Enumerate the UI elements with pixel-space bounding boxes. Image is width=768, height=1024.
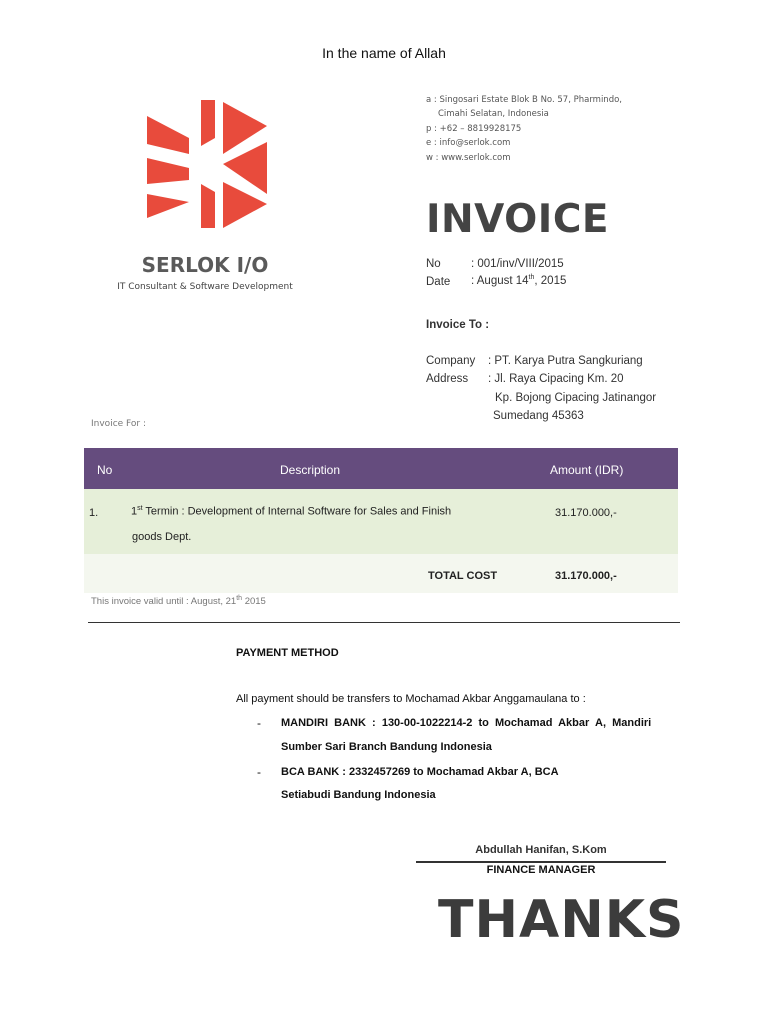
bank1-line2: Sumber Sari Branch Bandung Indonesia: [281, 741, 492, 753]
row-description-num: 1: [131, 505, 138, 518]
logo-shape-top-left: [147, 116, 189, 154]
table-total-row: [84, 554, 678, 593]
page-heading: In the name of Allah: [322, 45, 446, 61]
thanks-text: THANKS: [438, 890, 685, 950]
invoice-date-suffix: , 2015: [534, 274, 567, 287]
column-header-no: No: [97, 463, 113, 477]
contact-email[interactable]: e : info@serlok.com: [426, 138, 511, 148]
signature-line: [416, 861, 666, 863]
bank1-line1: MANDIRI BANK : 130-00-1022214-2 to Mochamad Akbar A, Mandiri: [281, 717, 652, 729]
bank2-line2: Setiabudi Bandung Indonesia: [281, 789, 436, 801]
bill-to-company-value: : PT. Karya Putra Sangkuriang: [488, 355, 643, 367]
invoice-to-heading: Invoice To :: [426, 319, 490, 331]
bill-to-address-line2: Kp. Bojong Cipacing Jatinangor: [495, 392, 657, 404]
row-no: 1.: [89, 507, 99, 519]
logo-shape-bottom-left: [147, 194, 189, 218]
table-header: [84, 448, 678, 489]
bank1-bullet: -: [257, 716, 261, 730]
total-label: TOTAL COST: [428, 570, 498, 582]
bank2-line1: BCA BANK : 2332457269 to Mochamad Akbar A, BCA: [281, 766, 559, 778]
payment-method-heading: PAYMENT METHOD: [236, 647, 339, 659]
validity-sup: th: [236, 595, 243, 602]
contact-website[interactable]: w : www.serlok.com: [426, 153, 511, 163]
logo-shape-mid-left: [147, 158, 189, 184]
row-amount: 31.170.000,-: [555, 507, 617, 519]
payment-intro: All payment should be transfers to Mochamad Akbar Anggamaulana to :: [236, 693, 586, 705]
invoice-date-sup: th: [528, 274, 535, 281]
column-header-description: Description: [280, 463, 341, 477]
validity-suffix: 2015: [242, 596, 266, 608]
signer-title: FINANCE MANAGER: [486, 864, 596, 876]
bill-to-company-label: Company: [426, 355, 476, 367]
bill-to-address-line3: Sumedang 45363: [493, 410, 584, 422]
invoice-date-value: [471, 274, 566, 287]
contact-address-line2: Cimahi Selatan, Indonesia: [438, 109, 549, 119]
invoice-date-prefix: : August 14: [471, 274, 529, 287]
invoice-title: INVOICE: [426, 197, 610, 242]
row-description-line1: [131, 505, 451, 518]
row-description-sup: st: [137, 505, 143, 512]
bank2-bullet: -: [257, 765, 261, 779]
invoice-for-label: Invoice For :: [91, 419, 146, 429]
company-name: SERLOK I/O: [141, 253, 269, 277]
company-tagline: IT Consultant & Software Development: [117, 282, 293, 292]
column-header-amount: Amount (IDR): [550, 463, 624, 477]
contact-address-line1: a : Singosari Estate Blok B No. 57, Pharmindo,: [426, 95, 622, 105]
total-amount: 31.170.000,-: [555, 570, 617, 582]
bill-to-address-label: Address: [426, 373, 469, 385]
section-divider: [88, 622, 680, 623]
invoice-date-label: Date: [426, 276, 451, 288]
signer-name: Abdullah Hanifan, S.Kom: [475, 844, 607, 856]
logo-shape-bottom-center: [201, 184, 215, 228]
invoice-no-value: : 001/inv/VIII/2015: [471, 258, 564, 270]
validity-prefix: This invoice valid until : August, 21: [91, 596, 237, 608]
row-description-line2: goods Dept.: [132, 531, 192, 543]
invoice-no-label: No: [426, 258, 441, 270]
bill-to-address-line1: : Jl. Raya Cipacing Km. 20: [488, 373, 624, 385]
contact-phone: p : +62 – 8819928175: [426, 124, 522, 134]
row-description-text: Termin : Development of Internal Software for Sales and Finish: [142, 505, 452, 518]
table-row: [84, 489, 678, 554]
logo-shape-top-center: [201, 100, 215, 146]
company-logo: [143, 98, 269, 230]
invoice-validity: [91, 595, 266, 607]
